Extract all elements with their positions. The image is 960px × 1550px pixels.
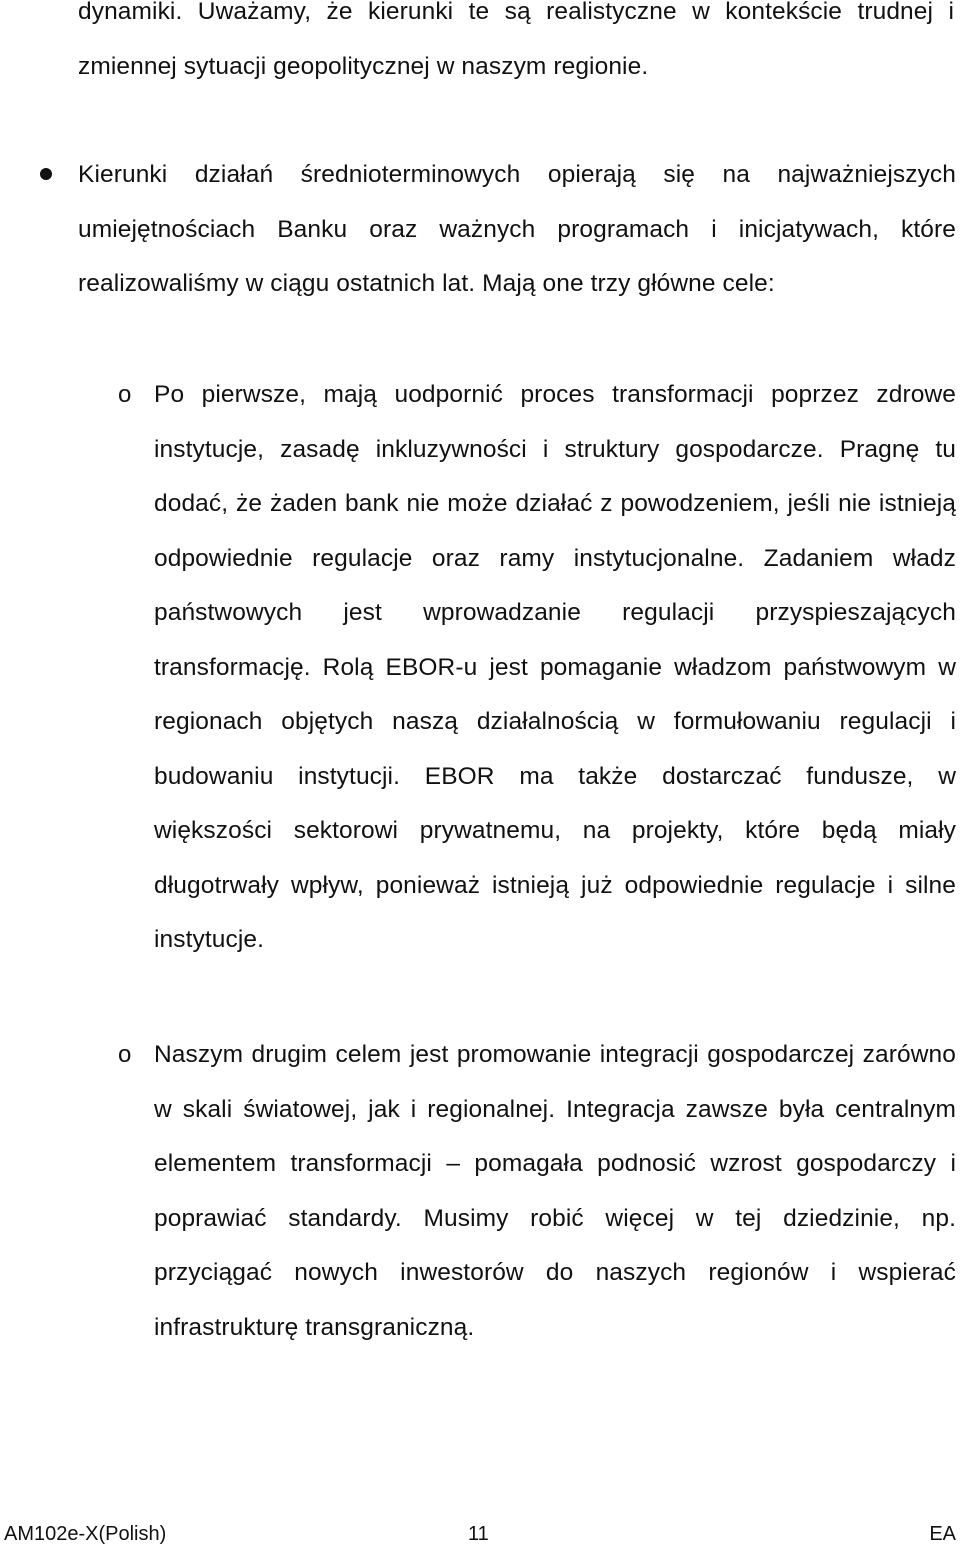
footer-page-number: 11 — [468, 1523, 489, 1545]
footer-doc-id: AM102e-X(Polish) — [4, 1523, 167, 1545]
footer-right-label: EA — [929, 1523, 956, 1545]
intro-paragraph: dynamiki. Uważamy, że kierunki te są realistyczne w kontekście trudnej i zmiennej sytuacji geopolitycznej w naszym regionie. — [78, 0, 954, 80]
sub-item-2-text: Naszym drugim celem jest promowanie integracji gospodarczej zarówno w skali światowej, jak i regionalnej. Integracja zawsze była centralnym elementem transformacji – pomagała podnosić wzrost gospodarczy i poprawiać standardy. Musimy robić więcej w tej dziedzinie, np. przyciągać nowych inwestorów do naszych regionów i wspierać infrastrukturę transgraniczną. — [154, 1041, 956, 1341]
sub-item-1-text: Po pierwsze, mają uodpornić proces transformacji poprzez zdrowe instytucje, zasadę inkluzywności i struktury gospodarcze. Pragnę tu dodać, że żaden bank nie może działać z powodzeniem, jeśli nie istnieją odpowiednie regulacje oraz ramy instytucjonalne. Zadaniem władz państwowych jest wprowadzanie regulacji przyspieszających transformację. Rolą EBOR-u jest pomaganie władzom państwowym w regionach objętych naszą działalnością w formułowaniu regulacji i budowaniu instytucji. EBOR ma także dostarczać fundusze, w większości sektorowi prywatnemu, na projekty, które będą miały długotrwały wpływ, ponieważ istnieją już odpowiednie regulacje i silne instytucje. — [154, 381, 956, 953]
circle-bullet-icon: o — [118, 1041, 132, 1068]
page-footer — [0, 1518, 960, 1550]
bullet-dot-icon — [40, 168, 52, 180]
circle-bullet-icon: o — [118, 381, 132, 408]
bullet-paragraph: Kierunki działań średnioterminowych opierają się na najważniejszych umiejętnościach Banku oraz ważnych programach i inicjatywach, które realizowaliśmy w ciągu ostatnich lat. Mają one trzy główne cele: — [78, 161, 956, 297]
